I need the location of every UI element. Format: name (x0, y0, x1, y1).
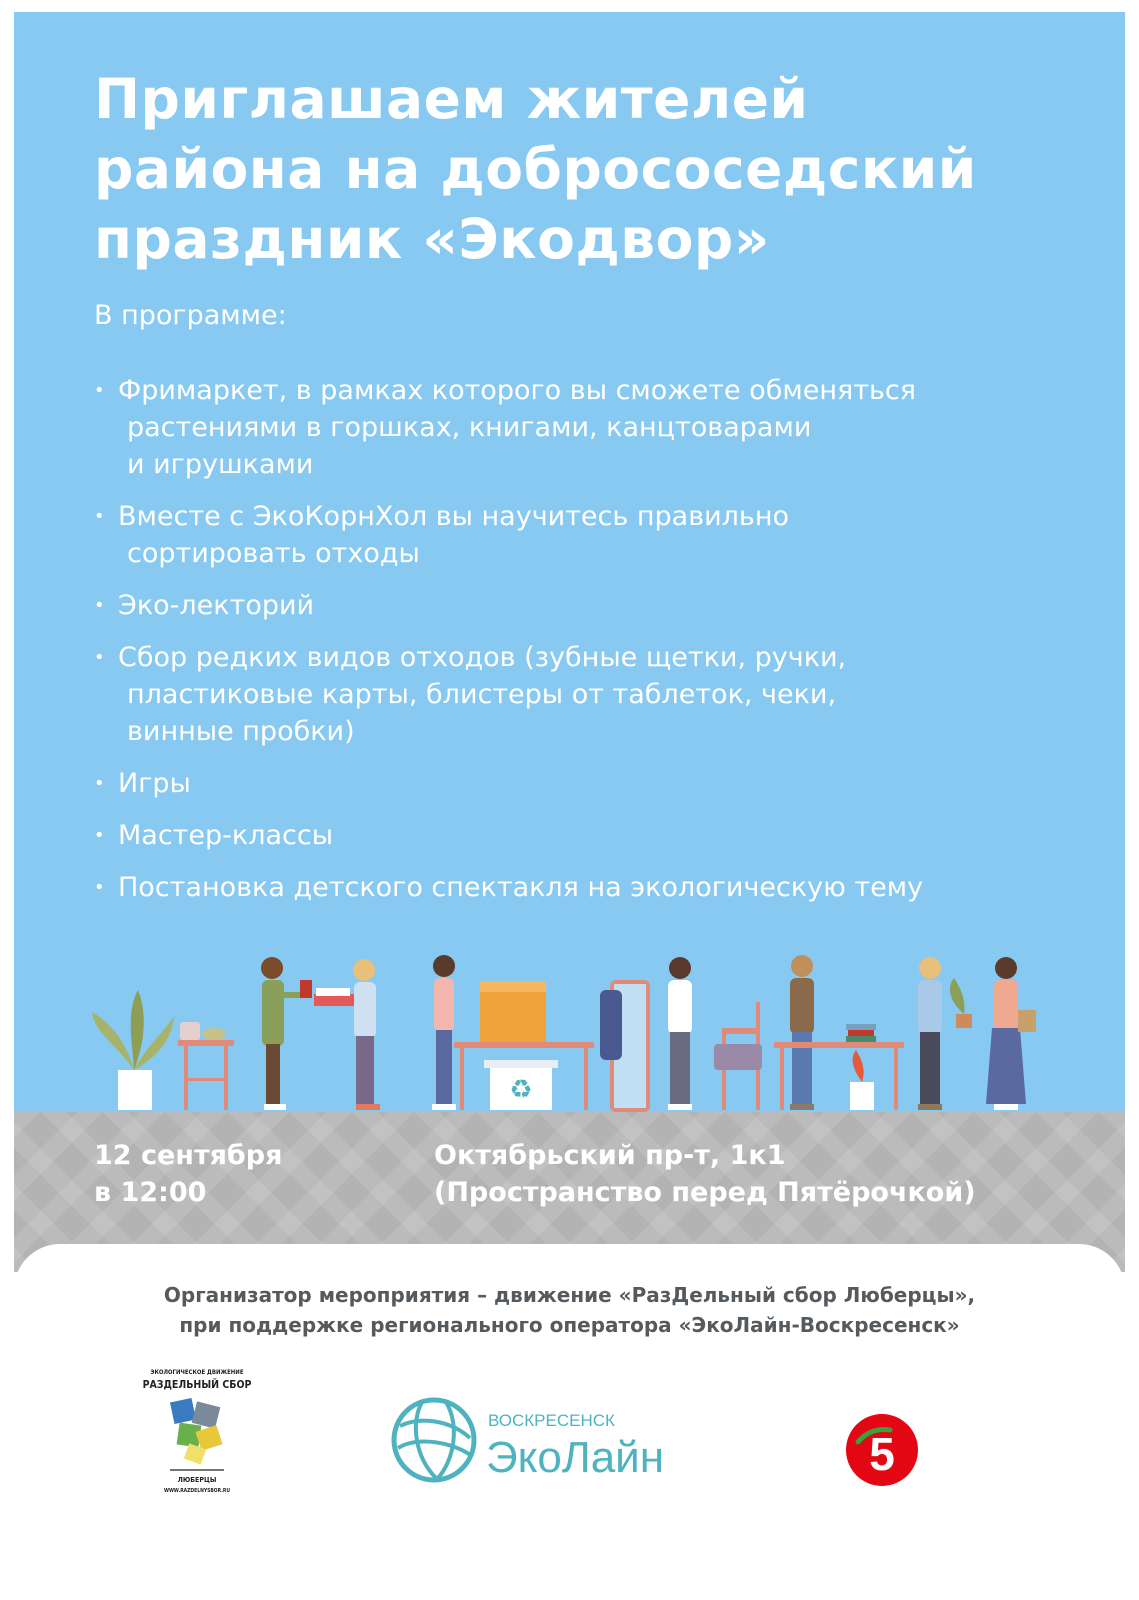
logo-website-caption: WWW.RAZDELNYSBOR.RU (164, 1488, 230, 1494)
logo-small-caption: ЭКОЛОГИЧЕСКОЕ ДВИЖЕНИЕ (150, 1369, 244, 1376)
program-item-masterclasses (94, 817, 1104, 854)
program-list (94, 372, 1104, 921)
potted-plant-icon (92, 990, 174, 1110)
organizer-line: Организатор мероприятия – движение «РазДельный сбор Люберцы», (163, 1283, 976, 1307)
program-item-line: и игрушками (127, 449, 314, 480)
mirror-with-clothes-icon (600, 982, 648, 1110)
program-item-freemarket (94, 372, 1104, 483)
person-brown-jacket-icon (790, 955, 814, 1110)
program-item-line: • Сбор редких видов отходов (зубные щетки, ручки, (118, 642, 847, 673)
event-place (434, 1137, 976, 1211)
logo-main-caption: РАЗДЕЛЬНЫЙ СБОР (142, 1379, 252, 1391)
person-white-shirt-icon (668, 957, 692, 1110)
program-item-line: пластиковые карты, блистеры от таблеток, чеки, (127, 679, 837, 710)
person-with-bag-icon (986, 957, 1036, 1110)
address-note: (Пространство перед Пятёрочкой) (434, 1177, 976, 1208)
ecoline-globe-icon (394, 1400, 474, 1480)
program-item-performance (94, 869, 1104, 906)
person-blonde-icon (314, 959, 380, 1110)
pyaterochka-logo (844, 1412, 920, 1488)
program-item-line: • Эко-лекторий (118, 590, 315, 621)
program-item-lectures (94, 587, 1104, 624)
side-table-icon (178, 1022, 234, 1110)
program-item-line: растениями в горшках, книгами, канцтоварами (127, 412, 812, 443)
person-green-coat-icon (261, 957, 312, 1110)
title-line: района на добрососедский (94, 137, 977, 201)
program-item-line: • Постановка детского спектакля на экологическую тему (118, 872, 924, 903)
program-item-line: • Фримаркет, в рамках которого вы сможете обменяться (118, 375, 916, 406)
ecoline-logo (388, 1390, 728, 1490)
time-line: в 12:00 (94, 1177, 207, 1208)
date-line: 12 сентября (94, 1140, 283, 1171)
waste-fractions-icon (170, 1398, 223, 1465)
program-item-rare-waste (94, 639, 1104, 750)
pyaterochka-mark: 5 (869, 1428, 895, 1480)
recycle-bin-icon (484, 1060, 558, 1110)
chair-icon (714, 1002, 762, 1110)
title-line: Приглашаем жителей (94, 67, 809, 131)
freemarket-illustration (14, 932, 1125, 1132)
person-with-plant-icon (918, 957, 972, 1110)
ecoline-city-caption: ВОСКРЕСЕНСК (488, 1411, 615, 1430)
organizer-text (34, 1280, 1105, 1340)
logo-city-caption: ЛЮБЕРЦЫ (177, 1476, 217, 1484)
person-pink-top-icon (432, 955, 456, 1110)
poster-title (94, 64, 1104, 274)
program-item-line: • Мастер-классы (118, 820, 334, 851)
svg-text:♻: ♻ (509, 1075, 533, 1105)
program-item-line: сортировать отходы (127, 538, 420, 569)
program-item-line: винные пробки) (127, 716, 355, 747)
title-line: праздник «Экодвор» (94, 207, 770, 271)
program-label: В программе: (94, 300, 287, 331)
program-item-line: • Вместе с ЭкоКорнХол вы научитесь правильно (118, 501, 790, 532)
event-poster (14, 12, 1125, 1600)
event-date (94, 1137, 282, 1211)
ecoline-name: ЭкоЛайн (486, 1433, 665, 1482)
address-line: Октябрьский пр-т, 1к1 (434, 1140, 786, 1171)
program-item-sorting (94, 498, 1104, 572)
program-item-line: • Игры (118, 768, 191, 799)
organizer-line: при поддержке регионального оператора «ЭкоЛайн-Воскресенск» (179, 1313, 960, 1337)
program-item-games (94, 765, 1104, 802)
razdelny-sbor-logo (142, 1364, 252, 1504)
